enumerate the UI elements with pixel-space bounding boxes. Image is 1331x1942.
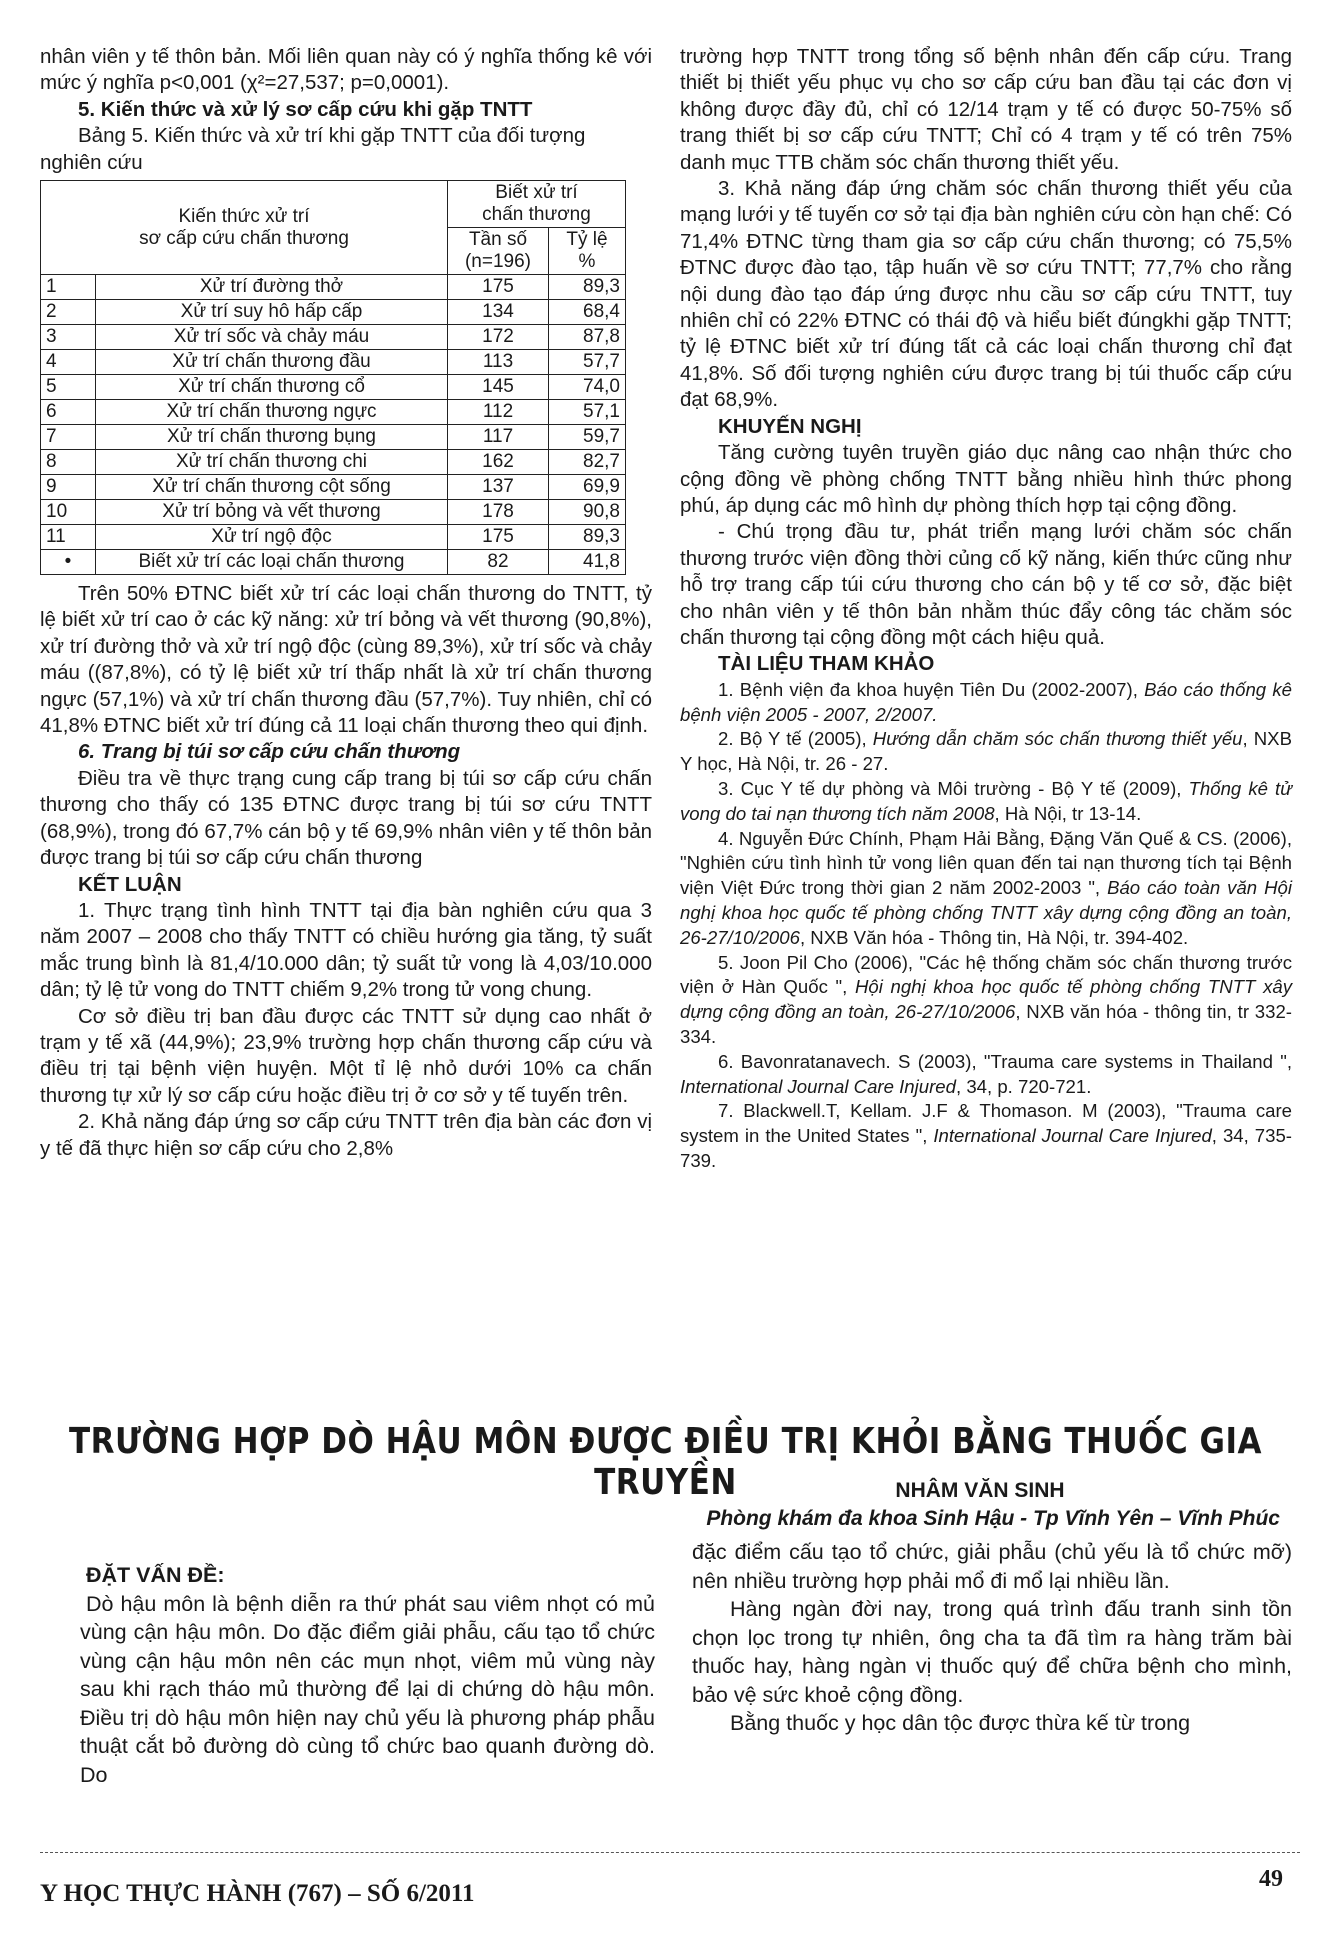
header-count-line1: Tần số bbox=[468, 229, 528, 251]
table-header-count bbox=[448, 228, 549, 275]
reference-item bbox=[680, 827, 1292, 951]
row-number: 5 bbox=[41, 375, 96, 400]
row-label: Xử trí chấn thương cột sống bbox=[96, 475, 448, 500]
header-group-line2: chấn thương bbox=[482, 204, 591, 226]
recommendation-2: - Chú trọng đầu tư, phát triển mạng lưới chăm sóc chấn thương trước viện đồng thời củng cố kỹ năng, kiến thức cũng như hỗ trợ trang cấp túi cứu thương cho cán bộ y tế cơ sở, đặc biệt cho nhân viên y tế thôn bản nhằm thúc đẩy công tác chăm sóc chấn thương tại cộng đồng một cách hiệu quả. bbox=[680, 520, 1292, 649]
row-label: Xử trí chấn thương đầu bbox=[96, 350, 448, 375]
row-label: Xử trí bỏng và vết thương bbox=[96, 500, 448, 525]
reference-text: 5. Joon Pil Cho (2006), "Các hệ thống chăm sóc chấn thương trước viện ở Hàn Quốc ", bbox=[680, 951, 1292, 998]
reference-title: Báo cáo toàn văn Hội nghị khoa học quốc tế phòng chống TNTT xây dựng cộng đồng an toàn, 26-27/10/2006 bbox=[680, 877, 1292, 948]
conclusion-1: 1. Thực trạng tình hình TNTT tại địa bàn nghiên cứu qua 3 năm 2007 – 2008 cho thấy TNTT có chiều hướng gia tăng, tỷ suất mắc trung bình là 81,4/10.000 dân; tỷ suất tử vong là 4,03/10.000 dân; tỷ lệ tử vong do TNTT chiếm 9,2% trong tử vong chung. bbox=[40, 898, 652, 1002]
row-number: 9 bbox=[41, 475, 96, 500]
row-percent: 68,4 bbox=[549, 300, 626, 325]
right-column bbox=[680, 44, 1292, 1174]
reference-text: 1. Bệnh viện đa khoa huyện Tiên Du (2002-2007), bbox=[718, 678, 1145, 700]
table-header-group bbox=[448, 181, 626, 228]
row-label: Xử trí ngộ độc bbox=[96, 525, 448, 550]
journal-name: Y HỌC THỰC HÀNH (767) – SỐ 6/2011 bbox=[40, 1880, 475, 1907]
row-number: 7 bbox=[41, 425, 96, 450]
row-number: 6 bbox=[41, 400, 96, 425]
row-label: Xử trí sốc và chảy máu bbox=[96, 325, 448, 350]
reference-source: , NXB Văn hóa - Thông tin, Hà Nội, tr. 394-402. bbox=[799, 926, 1189, 948]
row-count: 134 bbox=[448, 300, 549, 325]
table-header-knowledge bbox=[41, 181, 448, 275]
table-caption-cont: nghiên cứu bbox=[40, 150, 143, 174]
conclusion-1b: Cơ sở điều trị ban đầu được các TNTT sử dụng cao nhất ở trạm y tế xã (44,9%); 23,9% trường hợp chấn thương cấp cứu và điều trị tại bệnh viện huyện. Một tỉ lệ nhỏ dưới 10% ca chấn thương tự xử lý sơ cấp cứu hoặc điều trị ở cơ sở y tế tuyến trên. bbox=[40, 1004, 652, 1107]
row-label: Biết xử trí các loại chấn thương bbox=[96, 550, 448, 575]
reference-item bbox=[680, 678, 1292, 728]
reference-text: 6. Bavonratanavech. S (2003), "Trauma care systems in Thailand ", bbox=[718, 1050, 1292, 1072]
reference-text: 3. Cục Y tế dự phòng và Môi trường - Bộ Y tế (2009), bbox=[718, 777, 1189, 799]
table-row bbox=[41, 475, 626, 500]
reference-title: Hướng dẫn chăm sóc chấn thương thiết yếu bbox=[872, 728, 1243, 750]
section-5-heading: 5. Kiến thức và xử lý sơ cấp cứu khi gặp TNTT bbox=[78, 97, 533, 121]
section-6-paragraph: Điều tra về thực trạng cung cấp trang bị túi sơ cấp cứu chấn thương cho thấy có 135 ĐTNC được trang bị túi sơ cứu TNTT (68,9%), trong đó 67,7% cán bộ y tế 69,9% nhân viên y tế thôn bản được trang bị túi sơ cấp cứu chấn thương bbox=[40, 766, 652, 870]
row-count: 137 bbox=[448, 475, 549, 500]
references-heading: TÀI LIỆU THAM KHẢO bbox=[718, 652, 935, 676]
row-label: Xử trí chấn thương bụng bbox=[96, 425, 448, 450]
reference-source: , Hà Nội, tr 13-14. bbox=[994, 802, 1142, 824]
reference-item bbox=[680, 1050, 1292, 1100]
section-6-heading: 6. Trang bị túi sơ cấp cứu chấn thương bbox=[78, 740, 461, 764]
row-percent: 57,7 bbox=[549, 350, 626, 375]
intro-paragraph-right-2: Hàng ngàn đời nay, trong quá trình đấu tranh sinh tồn chọn lọc trong tự nhiên, ông cha ta đã tìm ra hàng trăm bài thuốc hay, hàng ngàn vị thuốc quý để chữa bệnh cho mình, bảo vệ sức khoẻ cộng đồng. bbox=[692, 1597, 1292, 1707]
table-row bbox=[41, 375, 626, 400]
conclusion-heading: KẾT LUẬN bbox=[78, 872, 182, 896]
reference-source: , 34, 735-739. bbox=[680, 1125, 1292, 1171]
row-count: 175 bbox=[448, 275, 549, 300]
table-row bbox=[41, 425, 626, 450]
reference-title: Hội nghị khoa học quốc tế phòng chống TNTT xây dựng cộng đồng an toàn, 26-27/10/2006 bbox=[680, 976, 1292, 1023]
row-number: 10 bbox=[41, 500, 96, 525]
recommendation-1: Tăng cường tuyên truyền giáo dục nâng cao nhận thức cho cộng đồng về phòng chống TNTT bằng nhiều hình thức phong phú, áp dụng các mô hình dự phòng thích hợp tại cộng đồng. bbox=[680, 441, 1292, 517]
reference-list bbox=[680, 678, 1292, 1174]
table-row bbox=[41, 400, 626, 425]
article-affiliation: Phòng khám đa khoa Sinh Hậu - Tp Vĩnh Yên – Vĩnh Phúc bbox=[706, 1507, 1280, 1530]
reference-title: Thống kê tử vong do tai nạn thương tích năm 2008 bbox=[680, 777, 1292, 824]
row-label: Xử trí đường thở bbox=[96, 275, 448, 300]
conclusion-3: 3. Khả năng đáp ứng chăm sóc chấn thương thiết yếu của mạng lưới y tế tuyến cơ sở tại địa bàn nghiên cứu còn hạn chế: Có 71,4% ĐTNC từng tham gia sơ cấp cứu chấn thương; có 75,5% ĐTNC được đào tạo, tập huấn về sơ cứu TNTT; 77,7% cho rằng nội dung đào tạo đáp ứng được nhu cầu sơ cấp cứu TNTT, tuy nhiên chỉ có 22% ĐTNC có thái độ và hiểu biết đúngkhi gặp TNTT; tỷ lệ ĐTNC biết xử trí đúng tất cả các loại chấn thương chỉ đạt 41,8%. Số đối tượng nghiên cứu được trang bị túi thuốc cấp cứu đạt 68,9%. bbox=[680, 177, 1292, 412]
table-row bbox=[41, 350, 626, 375]
row-percent: 57,1 bbox=[549, 400, 626, 425]
row-number: 4 bbox=[41, 350, 96, 375]
row-count: 162 bbox=[448, 450, 549, 475]
article-right-column bbox=[692, 1538, 1292, 1738]
right-paragraph-a: trường hợp TNTT trong tổng số bệnh nhân đến cấp cứu. Trang thiết bị thiết yếu phục vụ cho sơ cấp cứu ban đầu tại các đơn vị không được đầy đủ, chỉ có 12/14 trạm y tế có được 50-75% số trang thiết bị sơ cấp cứu TNTT; Chỉ có 4 trạm y tế có trên 75% danh mục TTB chăm sóc chấn thương thiết yếu. bbox=[680, 45, 1292, 174]
article-title: TRƯỜNG HỢP DÒ HẬU MÔN ĐƯỢC ĐIỀU TRỊ KHỎI BẰNG THUỐC GIA TRUYỀN bbox=[69, 1420, 1262, 1504]
reference-item bbox=[680, 727, 1292, 777]
row-count: 178 bbox=[448, 500, 549, 525]
row-label: Xử trí chấn thương chi bbox=[96, 450, 448, 475]
row-percent: 69,9 bbox=[549, 475, 626, 500]
header-group-line1: Biết xử trí bbox=[495, 182, 578, 204]
row-number: 2 bbox=[41, 300, 96, 325]
reference-title: International Journal Care Injured bbox=[680, 1075, 956, 1097]
reference-text: 7. Blackwell.T, Kellam. J.F & Thomason. M (2003), "Trauma care system in the United States ", bbox=[680, 1100, 1292, 1147]
table-row bbox=[41, 500, 626, 525]
row-number: 11 bbox=[41, 525, 96, 550]
intro-paragraph: nhân viên y tế thôn bản. Mối liên quan này có ý nghĩa thống kê với mức ý nghĩa p<0,001 (χ²=27,537; p=0,0001). bbox=[40, 45, 652, 95]
table-header-percent bbox=[549, 228, 626, 275]
header-knowledge-line1: Kiến thức xử trí bbox=[178, 205, 310, 227]
header-knowledge-line2: sơ cấp cứu chấn thương bbox=[139, 227, 349, 249]
reference-text: 4. Nguyễn Đức Chính, Phạm Hải Bằng, Đặng Văn Quế & CS. (2006), "Nghiên cứu tình hình tử vong liên quan đến tai nạn thương tích tại Bệnh viện Việt Đức trong thời gian 2 năm 2002-2003 ", bbox=[680, 827, 1292, 899]
table-row bbox=[41, 525, 626, 550]
page-number: 49 bbox=[1259, 1866, 1283, 1892]
row-count: 172 bbox=[448, 325, 549, 350]
table-row bbox=[41, 275, 626, 300]
row-percent: 74,0 bbox=[549, 375, 626, 400]
row-label: Xử trí chấn thương cổ bbox=[96, 375, 448, 400]
row-count: 113 bbox=[448, 350, 549, 375]
reference-title: International Journal Care Injured bbox=[933, 1125, 1212, 1147]
row-percent: 82,7 bbox=[549, 450, 626, 475]
row-label: Xử trí suy hô hấp cấp bbox=[96, 300, 448, 325]
article-left-column bbox=[80, 1561, 655, 1789]
row-percent: 89,3 bbox=[549, 525, 626, 550]
header-pct-line2: % bbox=[578, 251, 596, 273]
row-percent: 87,8 bbox=[549, 325, 626, 350]
row-count: 82 bbox=[448, 550, 549, 575]
reference-source: , NXB văn hóa - thông tin, tr 332-334. bbox=[680, 1001, 1292, 1047]
intro-heading: ĐẶT VẤN ĐỀ: bbox=[86, 1563, 225, 1587]
recommendation-heading: KHUYẾN NGHỊ bbox=[718, 414, 862, 438]
row-percent: 90,8 bbox=[549, 500, 626, 525]
intro-paragraph-left: Dò hậu môn là bệnh diễn ra thứ phát sau viêm nhọt có mủ vùng cận hậu môn. Do đặc điểm giải phẫu, cấu tạo tổ chức vùng cận hậu môn nên các mụn nhọt, viêm mủ vùng này sau khi rạch tháo mủ thường để lại di chứng dò hậu môn. Điều trị dò hậu môn hiện nay chủ yếu là phương pháp phẫu thuật cắt bỏ đường dò cùng tổ chức bao quanh đường dò. Do bbox=[80, 1591, 655, 1787]
row-number: 3 bbox=[41, 325, 96, 350]
row-count: 117 bbox=[448, 425, 549, 450]
knowledge-table bbox=[40, 180, 626, 575]
reference-item bbox=[680, 1099, 1292, 1173]
table-row bbox=[41, 325, 626, 350]
row-percent: 41,8 bbox=[549, 550, 626, 575]
row-percent: 89,3 bbox=[549, 275, 626, 300]
table-row bbox=[41, 450, 626, 475]
footer-divider bbox=[40, 1852, 1300, 1853]
reference-item bbox=[680, 777, 1292, 827]
table-discussion: Trên 50% ĐTNC biết xử trí các loại chấn thương do TNTT, tỷ lệ biết xử trí cao ở các kỹ năng: xử trí bỏng và vết thương (90,8%), xử trí đường thở và xử trí ngộ độc (cùng 89,3%), xử trí sốc và chảy máu ((87,8%), có tỷ lệ biết xử trí thấp nhất là xử trí chấn thương ngực (57,1%) và xử trí chấn thương đầu (57,7%). Tuy nhiên, chỉ có 41,8% ĐTNC biết xử trí đúng cả 11 loại chấn thương theo qui định. bbox=[40, 582, 652, 738]
intro-paragraph-right-3: Bằng thuốc y học dân tộc được thừa kế từ trong bbox=[730, 1711, 1191, 1735]
row-number: 8 bbox=[41, 450, 96, 475]
row-count: 145 bbox=[448, 375, 549, 400]
row-number: 1 bbox=[41, 275, 96, 300]
intro-paragraph-right-1: đặc điểm cấu tạo tổ chức, giải phẫu (chủ yếu là tổ chức mỡ) nên nhiều trường hợp phải mổ đi mổ lại nhiều lần. bbox=[692, 1540, 1292, 1593]
reference-text: 2. Bộ Y tế (2005), bbox=[718, 728, 873, 750]
table-row bbox=[41, 300, 626, 325]
table-row-total bbox=[41, 550, 626, 575]
conclusion-2: 2. Khả năng đáp ứng sơ cấp cứu TNTT trên địa bàn các đơn vị y tế đã thực hiện sơ cấp cứu cho 2,8% bbox=[40, 1110, 652, 1160]
row-number: • bbox=[41, 550, 96, 575]
row-count: 112 bbox=[448, 400, 549, 425]
header-pct-line1: Tỷ lệ bbox=[566, 229, 608, 251]
reference-item bbox=[680, 951, 1292, 1050]
table-caption: Bảng 5. Kiến thức và xử trí khi gặp TNTT của đối tượng bbox=[78, 124, 586, 148]
row-count: 175 bbox=[448, 525, 549, 550]
left-column bbox=[40, 44, 652, 1162]
reference-source: , NXB Y học, Hà Nội, tr. 26 - 27. bbox=[680, 728, 1292, 775]
reference-title: Báo cáo thống kê bệnh viện 2005 - 2007, 2/2007. bbox=[680, 678, 1292, 725]
row-percent: 59,7 bbox=[549, 425, 626, 450]
header-count-line2: (n=196) bbox=[464, 251, 532, 273]
row-label: Xử trí chấn thương ngực bbox=[96, 400, 448, 425]
article-author: NHÂM VĂN SINH bbox=[895, 1479, 1065, 1502]
reference-source: , 34, p. 720-721. bbox=[955, 1075, 1092, 1097]
